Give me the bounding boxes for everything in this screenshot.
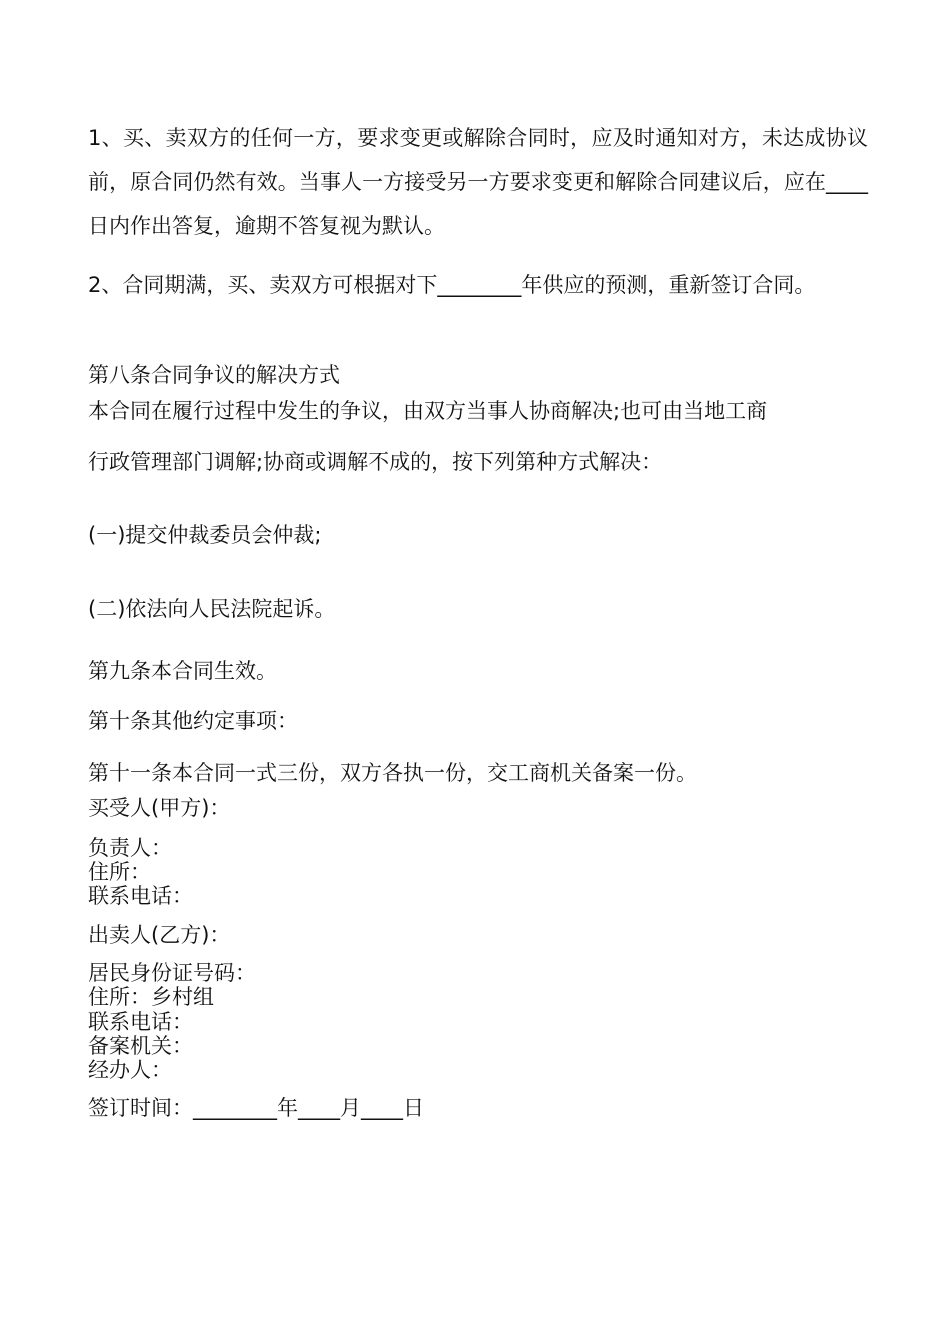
option-arbitration: (一)提交仲裁委员会仲裁;: [88, 523, 322, 547]
buyer-address: 住所：: [88, 860, 151, 884]
buyer-responsible: 负责人：: [88, 836, 172, 860]
seller-handler: 经办人：: [88, 1058, 172, 1082]
signing-date: 签订时间：________年____月____日: [88, 1096, 424, 1120]
article-8-body-line-2: 行政管理部门调解;协商或调解不成的，按下列第种方式解决：: [88, 450, 663, 474]
article-8-body-line-1: 本合同在履行过程中发生的争议，由双方当事人协商解决;也可由当地工商: [88, 399, 768, 423]
buyer-title: 买受人(甲方)：: [88, 796, 231, 820]
article-10: 第十条其他约定事项：: [88, 709, 298, 733]
clause-2: 2、合同期满，买、卖双方可根据对下________年供应的预测，重新签订合同。: [88, 273, 816, 297]
buyer-phone: 联系电话：: [88, 884, 193, 908]
seller-id-number: 居民身份证号码：: [88, 961, 256, 985]
article-9: 第九条本合同生效。: [88, 659, 277, 683]
seller-phone: 联系电话：: [88, 1010, 193, 1034]
clause-1: 1、买、卖双方的任何一方，要求变更或解除合同时，应及时通知对方，未达成协议前，原合同仍然有效。当事人一方接受另一方要求变更和解除合同建议后，应在____日内作出答复，逾期不答复视为默认。: [88, 126, 868, 238]
article-8-title: 第八条合同争议的解决方式: [88, 363, 340, 387]
seller-filing-agency: 备案机关：: [88, 1034, 193, 1058]
seller-title: 出卖人(乙方)：: [88, 923, 231, 947]
seller-address: 住所：乡村组: [88, 985, 214, 1009]
article-11: 第十一条本合同一式三份，双方各执一份，交工商机关备案一份。: [88, 761, 697, 785]
option-litigation: (二)依法向人民法院起诉。: [88, 597, 336, 621]
